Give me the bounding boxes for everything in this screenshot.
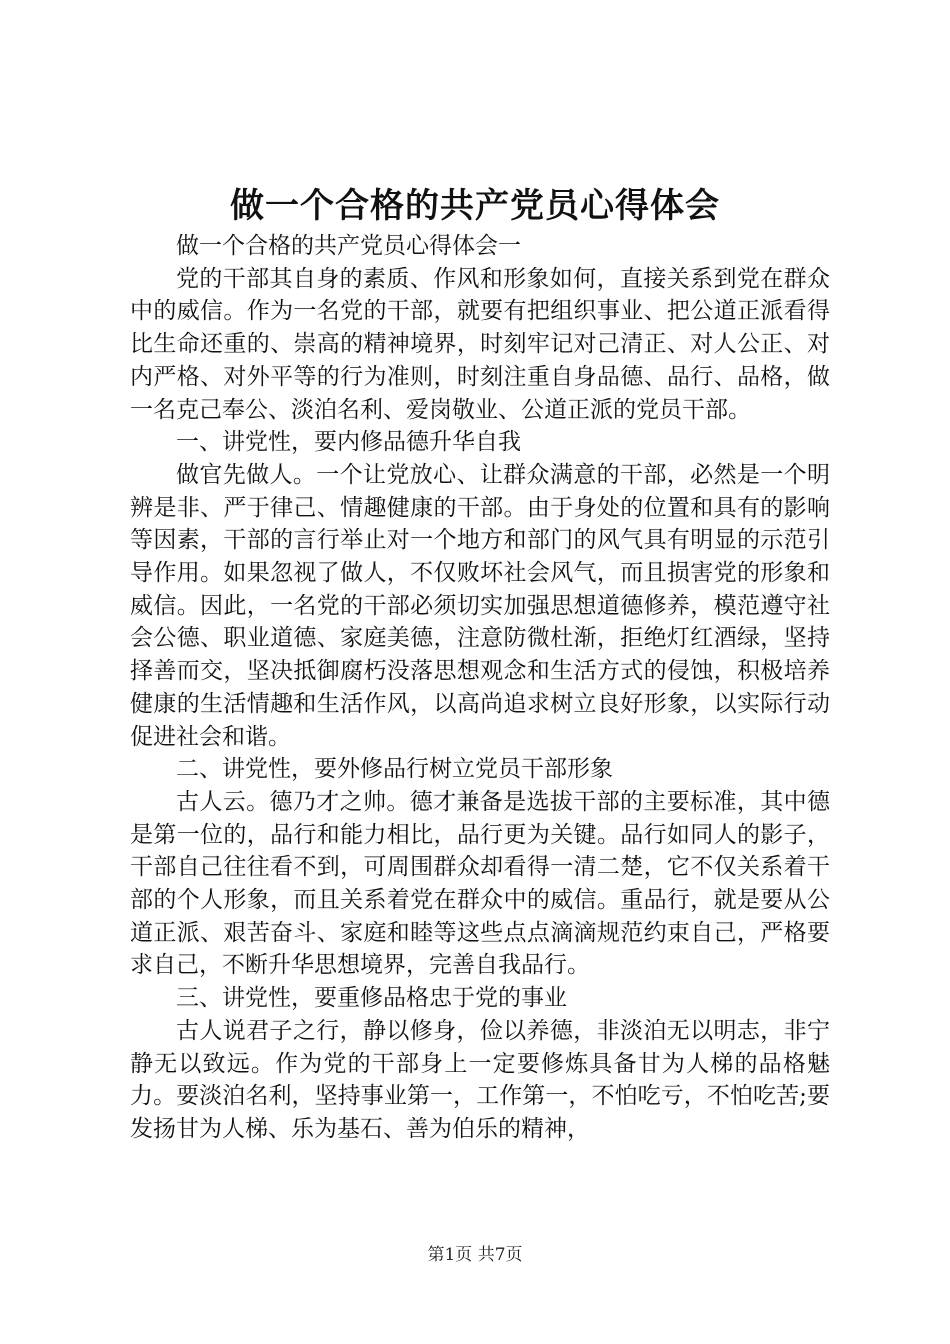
page-number-footer: 第1页 共7页 — [427, 1245, 523, 1265]
body-paragraph: 做官先做人。一个让党放心、让群众满意的干部，必然是一个明辨是非、严于律己、情趣健康的干部。由于身处的位置和具有的影响等因素，干部的言行举止对一个地方和部门的风气具有明显的示范引导作用。如果忽视了做人，不仅败坏社会风气，而且损害党的形象和威信。因此，一名党的干部必须切实加强思想道德修养，模范遵守社会公德、职业道德、家庭美德，注意防微杜渐，拒绝灯红酒绿，坚持择善而交，坚决抵御腐朽没落思想观念和生活方式的侵蚀，积极培养健康的生活情趣和生活作风，以高尚追求树立良好形象，以实际行动促进社会和谐。 — [130, 461, 830, 750]
body-paragraph: 古人云。德乃才之帅。德才兼备是选拔干部的主要标准，其中德是第一位的，品行和能力相比，品行更为关键。品行如同人的影子，干部自己往往看不到，可周围群众却看得一清二楚，它不仅关系着干部的个人形象，而且关系着党在群众中的威信。重品行，就是要从公道正派、艰苦奋斗、家庭和睦等这些点点滴滴规范约束自己，严格要求自己，不断升华思想境界，完善自我品行。 — [130, 788, 830, 979]
section-heading: 一、讲党性，要内修品德升华自我 — [176, 429, 521, 456]
document-title: 做一个合格的共产党员心得体会 — [230, 186, 720, 226]
body-paragraph: 古人说君子之行，静以修身，俭以养德，非淡泊无以明志，非宁静无以致远。作为党的干部身上一定要修炼具备甘为人梯的品格魅力。要淡泊名利，坚持事业第一，工作第一，不怕吃亏，不怕吃苦;要发扬甘为人梯、乐为基石、善为伯乐的精神， — [130, 1017, 830, 1142]
section-heading: 三、讲党性，要重修品格忠于党的事业 — [176, 985, 567, 1012]
section-heading: 二、讲党性，要外修品行树立党员干部形象 — [176, 756, 613, 783]
document-body — [130, 230, 830, 1146]
section-heading: 做一个合格的共产党员心得体会一 — [176, 233, 521, 259]
body-paragraph: 党的干部其自身的素质、作风和形象如何，直接关系到党在群众中的威信。作为一名党的干部，就要有把组织事业、把公道正派看得比生命还重的、崇高的精神境界，时刻牢记对己清正、对人公正、对内严格、对外平等的行为准则，时刻注重自身品德、品行、品格，做一名克己奉公、淡泊名利、爱岗敬业、公道正派的党员干部。 — [130, 265, 830, 423]
